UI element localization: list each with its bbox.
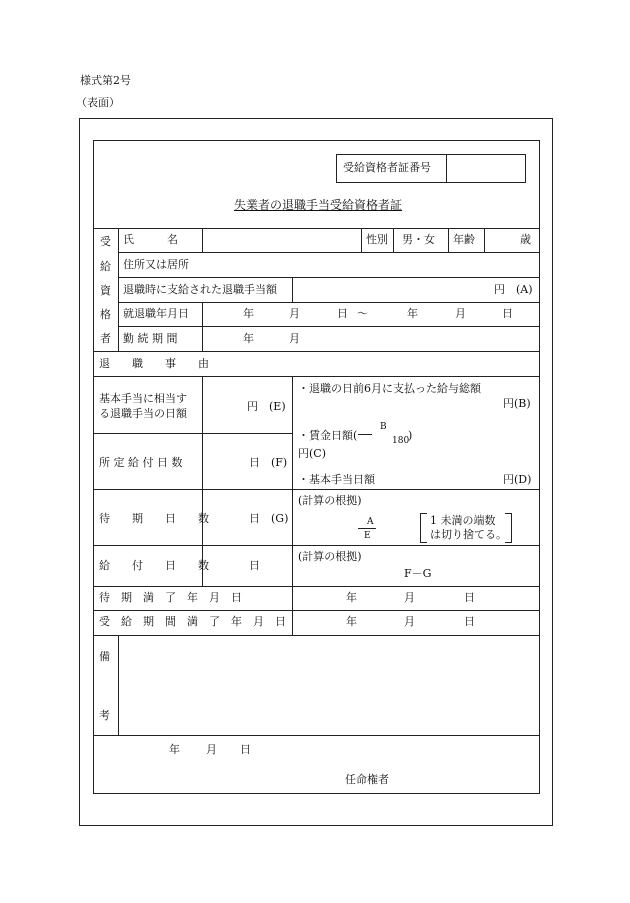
service-period-label: 勤 続 期 間: [123, 332, 178, 345]
grid-line: [118, 252, 539, 253]
benefit-end-part: 月: [404, 615, 415, 628]
grid-line: [292, 376, 293, 635]
employment-period-part: 日: [337, 307, 348, 320]
basic-daily-label: ・基本手当日額: [298, 473, 375, 486]
prescribed-days-unit: 日 (F): [249, 456, 288, 469]
daily-wage-fraction-top: B: [380, 422, 387, 432]
benefit-days-label: 給 付 日 数: [99, 559, 209, 572]
benefit-end-label: 受 給 期 間 満 了 年 月 日: [99, 615, 286, 628]
grid-line: [93, 433, 292, 434]
grid-line: [448, 228, 449, 252]
employment-period-part: 月: [289, 307, 300, 320]
footer-date-part: 年: [169, 743, 180, 756]
daily-basic-unit: 円 (E): [247, 400, 286, 413]
prescribed-days-label: 所 定 給 付 日 数: [99, 456, 183, 469]
vertical-label-char: 者: [100, 332, 111, 345]
wait-end-part: 年: [346, 591, 357, 604]
employment-period-part: 月: [455, 307, 466, 320]
daily-wage-label: ・賃金日額(: [298, 429, 358, 442]
footer-date-part: 日: [240, 743, 251, 756]
grid-line: [484, 228, 485, 252]
employment-period-label: 就退職年月日: [123, 307, 189, 320]
wait-end-part: 月: [404, 591, 415, 604]
form-number: 様式第2号: [80, 74, 131, 87]
gender-value[interactable]: 男・女: [402, 233, 435, 246]
remarks-label-char: 備: [99, 650, 110, 663]
document-title: 失業者の退職手当受給資格者証: [234, 198, 403, 212]
footer-date-part: 月: [206, 743, 217, 756]
grid-line: [118, 277, 539, 278]
grid-line: [93, 735, 539, 736]
daily-basic-label-line1: 基本手当に相当す: [99, 392, 187, 405]
calc-fraction-bottom: E: [364, 531, 371, 541]
grid-line: [202, 302, 203, 351]
total-wages-label: ・退職の日前6月に支払った給与総額: [298, 382, 481, 395]
cert-number-field[interactable]: [448, 156, 522, 180]
note-line1: 1 未満の端数: [430, 514, 496, 527]
grid-line: [118, 635, 119, 735]
basic-daily-unit: 円(D): [503, 473, 532, 486]
calc-basis-label-2: (計算の根拠): [298, 550, 362, 563]
wait-end-part: 日: [464, 591, 475, 604]
employment-period-part: ～: [357, 307, 368, 320]
employment-period-part: 年: [243, 307, 254, 320]
wait-days-unit: 日 (G): [249, 512, 289, 525]
name-field[interactable]: [204, 230, 359, 250]
address-label: 住所又は居所: [123, 258, 189, 271]
employment-period-part: 年: [407, 307, 418, 320]
benefit-formula: F－G: [404, 567, 432, 580]
paid-allowance-unit: 円 (A): [494, 283, 533, 296]
vertical-label-char: 給: [100, 260, 111, 273]
service-period-part: 年: [243, 332, 254, 345]
grid-line: [292, 277, 293, 302]
daily-wage-fraction-bottom: 180: [392, 436, 410, 446]
benefit-days-unit: 日: [249, 559, 260, 572]
employment-period-part: 日: [502, 307, 513, 320]
remarks-field[interactable]: [120, 637, 536, 733]
grid-line: [202, 376, 203, 586]
grid-line: [393, 228, 394, 252]
vertical-label-char: 受: [100, 235, 111, 248]
address-field[interactable]: [204, 254, 536, 275]
vertical-label-char: 資: [100, 284, 111, 297]
grid-line: [93, 376, 539, 377]
age-unit: 歳: [520, 233, 531, 246]
total-wages-unit: 円(B): [503, 397, 531, 410]
grid-line: [118, 302, 539, 303]
grid-line: [93, 228, 539, 229]
vertical-label-char: 格: [100, 308, 111, 321]
cert-number-label: 受給資格者証番号: [343, 161, 431, 174]
daily-basic-label-line2: る退職手当の日額: [99, 407, 187, 420]
reason-label: 退 職 事 由: [99, 357, 209, 370]
grid-line: [202, 228, 203, 252]
remarks-label-char: 考: [99, 709, 110, 722]
grid-line: [93, 635, 539, 636]
authority-label: 任命権者: [345, 773, 389, 786]
benefit-end-part: 年: [346, 615, 357, 628]
form-side: （表面）: [76, 96, 120, 109]
service-period-part: 月: [289, 332, 300, 345]
grid-line: [93, 489, 539, 490]
grid-line: [93, 586, 539, 587]
benefit-end-part: 日: [464, 615, 475, 628]
calc-fraction-bar: [358, 528, 376, 529]
grid-line: [93, 545, 539, 546]
wait-end-label: 待 期 満 了 年 月 日: [99, 591, 242, 604]
age-label: 年齢: [453, 233, 475, 246]
wait-days-label: 待 期 日 数: [99, 512, 209, 525]
note-line2: は切り捨てる。: [430, 528, 507, 541]
calc-basis-label: (計算の根拠): [298, 494, 362, 507]
grid-line: [118, 326, 539, 327]
daily-wage-unit: 円(C): [298, 447, 326, 460]
daily-wage-fraction-bar: [358, 434, 372, 435]
name-label: 氏 名: [123, 233, 178, 246]
gender-label: 性別: [366, 233, 388, 246]
cert-number-divider: [446, 154, 447, 182]
daily-wage-close: ): [408, 429, 413, 442]
reason-field[interactable]: [236, 353, 536, 374]
grid-line: [93, 351, 539, 352]
grid-line: [93, 610, 539, 611]
paid-allowance-label: 退職時に支給された退職手当額: [123, 283, 277, 296]
calc-fraction-top: A: [367, 517, 374, 527]
grid-line: [118, 228, 119, 351]
grid-line: [361, 228, 362, 252]
note-bracket-left: [420, 513, 427, 543]
